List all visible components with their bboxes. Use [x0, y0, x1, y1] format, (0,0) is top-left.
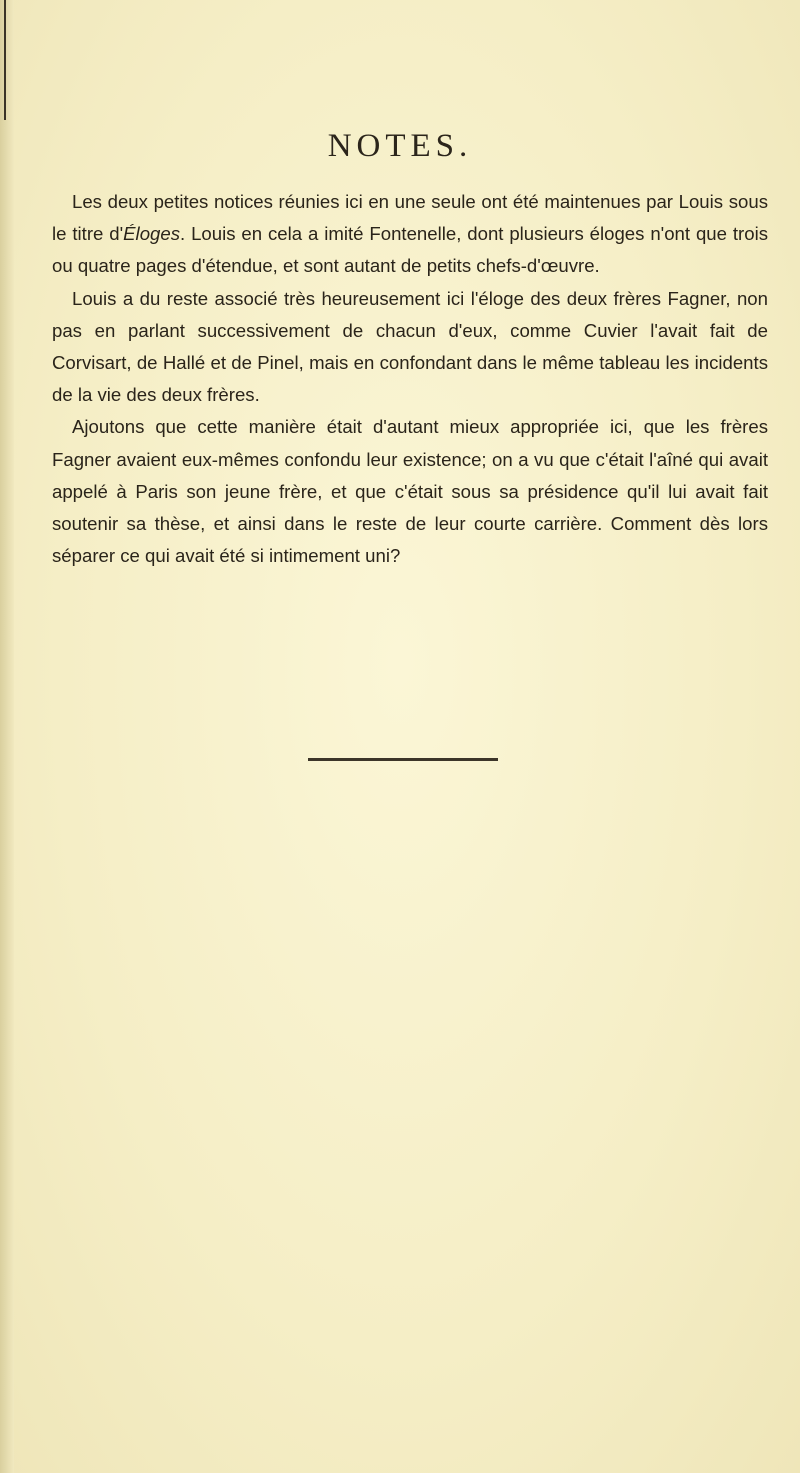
- notes-body: [52, 186, 768, 572]
- end-rule: [308, 758, 498, 761]
- binding-line: [4, 0, 6, 120]
- paragraph-2: Louis a du reste associé très heureusement ici l'éloge des deux frères Fagner, non pas en parlant successivement de chacun d'eux, comme Cuvier l'avait fait de Corvisart, de Hallé et de Pinel, mais en confondant dans le même tableau les incidents de la vie des deux frères.: [52, 287, 768, 406]
- paragraph-1-start: Les deux petites notices réunies ici en une seule ont été maintenues par Louis sous le titre d': [52, 191, 768, 245]
- page-left-edge: [0, 0, 14, 1473]
- paragraph-1-italic-title: Éloges: [123, 223, 181, 245]
- paragraph-1-end: . Louis en cela a imité Fontenelle, dont plusieurs éloges n'ont que trois ou quatre pages d'étendue, et sont autant de petits chefs-d'œuvre.: [52, 223, 768, 277]
- paragraph-3: Ajoutons que cette manière était d'autant mieux appropriée ici, que les frères Fagner avaient eux-mêmes confondu leur existence; on a vu que c'était l'aîné qui avait appelé à Paris son jeune frère, et que c'était sous sa présidence qu'il lui avait fait soutenir sa thèse, et ainsi dans le reste de leur courte carrière. Comment dès lors séparer ce qui avait été si intimement uni?: [52, 416, 768, 567]
- paragraph-1: [52, 186, 768, 283]
- page-title: NOTES.: [327, 128, 473, 164]
